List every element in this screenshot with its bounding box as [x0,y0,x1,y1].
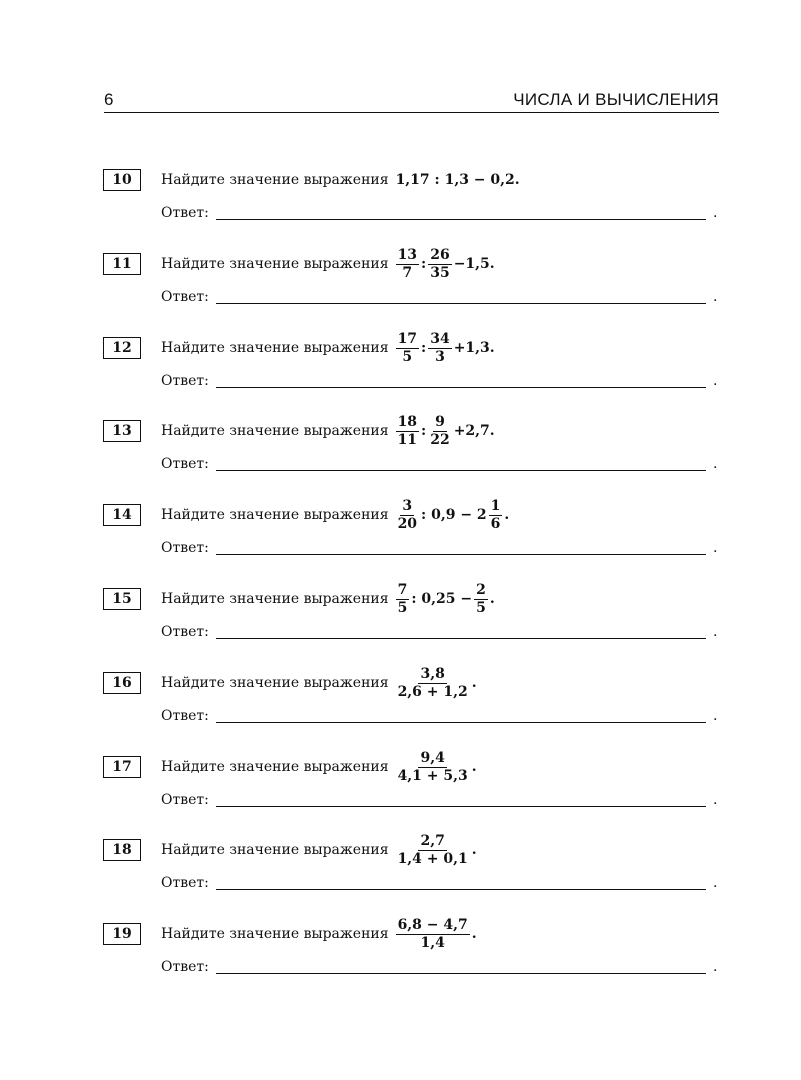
question-text: Найдите значение выражения [161,172,389,188]
problem-number: 10 [103,169,141,191]
problem-question [161,751,478,783]
answer-field[interactable] [216,722,706,723]
problem-item [0,832,801,918]
answer-label: Ответ: [161,708,209,724]
fraction [396,415,419,448]
answer-field[interactable] [216,219,706,220]
problem-question [161,918,478,950]
math-expression [395,667,478,700]
fraction-numerator: 6,8 − 4,7 [397,916,468,933]
problem-question [161,583,496,615]
answer-label: Ответ: [161,540,209,556]
answer-row [161,708,721,726]
problem-question [161,248,496,280]
page-header [104,88,719,113]
answer-label: Ответ: [161,205,209,221]
answer-row [161,875,721,893]
fraction [396,751,470,784]
answer-end-period: . [713,540,718,556]
fraction-denominator: 3 [435,348,445,365]
answer-end-period: . [713,373,718,389]
answer-label: Ответ: [161,289,209,305]
fraction-numerator: 2 [476,581,486,598]
answer-label: Ответ: [161,456,209,472]
expression-text: +2,7. [453,423,495,439]
fraction [428,332,451,365]
expression-text: . [489,591,495,607]
answer-end-period: . [713,205,718,221]
problem-number: 16 [103,672,141,694]
fraction-numerator: 1 [490,497,501,514]
fraction [396,667,470,700]
fraction-numerator: 17 [397,330,418,347]
fraction [396,918,470,951]
fraction-numerator: 3 [402,497,413,514]
page-number: 6 [104,90,114,109]
problem-number: 18 [103,839,141,861]
math-expression [395,415,496,448]
fraction-numerator: 9,4 [420,749,445,766]
fraction-numerator: 18 [397,413,418,430]
question-text: Найдите значение выражения [161,759,389,775]
section-title: ЧИСЛА И ВЫЧИСЛЕНИЯ [513,90,719,109]
expression-text: 1,17 : 1,3 − 0,2. [395,172,520,188]
fraction-denominator: 1,4 + 0,1 [397,850,468,867]
fraction [428,415,451,448]
problem-number: 13 [103,420,141,442]
math-expression [395,499,511,532]
answer-field[interactable] [216,303,706,304]
problem-item [0,581,801,667]
fraction [396,834,470,867]
fraction-denominator: 7 [402,264,413,281]
problem-number: 15 [103,588,141,610]
problem-question [161,332,496,364]
problem-item [0,168,801,248]
math-expression [395,172,521,188]
fraction [396,583,410,616]
fraction-denominator: 5 [397,599,408,616]
math-expression [395,332,496,365]
math-expression [395,751,478,784]
problem-question [161,164,521,196]
question-text: Найдите значение выражения [161,507,389,523]
math-expression [395,918,478,951]
problem-item [0,749,801,835]
question-text: Найдите значение выражения [161,340,389,356]
fraction-numerator: 9 [435,413,445,430]
expression-text: −1,5. [453,256,495,272]
problem-item [0,916,801,1002]
expression-text: . [471,842,477,858]
problem-number: 11 [103,253,141,275]
answer-label: Ответ: [161,959,209,975]
math-expression [395,834,478,867]
answer-field[interactable] [216,554,706,555]
fraction-numerator: 13 [397,246,418,263]
answer-row [161,289,721,307]
fraction-denominator: 6 [490,515,501,532]
expression-text: : [421,256,427,272]
fraction-numerator: 26 [430,246,450,263]
math-expression [395,248,496,281]
fraction-numerator: 34 [430,330,450,347]
fraction [396,332,419,365]
expression-text: . [471,759,477,775]
answer-row [161,205,721,223]
question-text: Найдите значение выражения [161,842,389,858]
answer-end-period: . [713,624,718,640]
answer-label: Ответ: [161,792,209,808]
answer-field[interactable] [216,889,706,890]
fraction-numerator: 7 [397,581,408,598]
answer-row [161,373,721,391]
answer-field[interactable] [216,638,706,639]
expression-text: : [421,340,427,356]
problem-question [161,667,478,699]
fraction-denominator: 11 [397,431,418,448]
answer-label: Ответ: [161,373,209,389]
expression-text: . [504,507,510,523]
fraction-denominator: 5 [402,348,413,365]
expression-text: . [471,675,477,691]
expression-text: : 0,25 − [411,591,473,607]
fraction [428,248,451,281]
problem-item [0,665,801,751]
fraction-numerator: 3,8 [420,665,445,682]
answer-end-period: . [713,456,718,472]
answer-end-period: . [713,792,718,808]
problem-question [161,415,496,447]
expression-text: : [421,423,427,439]
answer-label: Ответ: [161,624,209,640]
fraction-denominator: 22 [430,431,450,448]
math-expression [395,583,496,616]
fraction-denominator: 1,4 [420,934,445,951]
answer-end-period: . [713,959,718,975]
answer-field[interactable] [216,973,706,974]
answer-row [161,624,721,642]
question-text: Найдите значение выражения [161,591,389,607]
fraction [396,248,419,281]
problem-number: 17 [103,756,141,778]
answer-row [161,959,721,977]
expression-text: +1,3. [453,340,495,356]
problem-item [0,413,801,499]
problem-item [0,330,801,416]
answer-row [161,456,721,474]
fraction-numerator: 2,7 [420,832,445,849]
fraction-denominator: 20 [397,515,418,532]
answer-field[interactable] [216,806,706,807]
fraction-denominator: 4,1 + 5,3 [397,767,468,784]
fraction [474,583,488,616]
fraction-denominator: 2,6 + 1,2 [397,683,468,700]
problem-question [161,499,510,531]
question-text: Найдите значение выражения [161,926,389,942]
problem-number: 14 [103,504,141,526]
question-text: Найдите значение выражения [161,423,389,439]
answer-field[interactable] [216,470,706,471]
question-text: Найдите значение выражения [161,256,389,272]
answer-end-period: . [713,289,718,305]
fraction-denominator: 35 [430,264,450,281]
answer-label: Ответ: [161,875,209,891]
question-text: Найдите значение выражения [161,675,389,691]
fraction [489,499,503,532]
expression-text: : 0,9 − 2 [421,507,487,523]
fraction-denominator: 5 [476,599,486,616]
answer-end-period: . [713,708,718,724]
answer-row [161,792,721,810]
answer-end-period: . [713,875,718,891]
problem-number: 19 [103,923,141,945]
expression-text: . [471,926,477,942]
answer-row [161,540,721,558]
problem-question [161,834,478,866]
problem-item [0,497,801,583]
fraction [396,499,419,532]
answer-field[interactable] [216,387,706,388]
problem-item [0,246,801,332]
problem-number: 12 [103,337,141,359]
